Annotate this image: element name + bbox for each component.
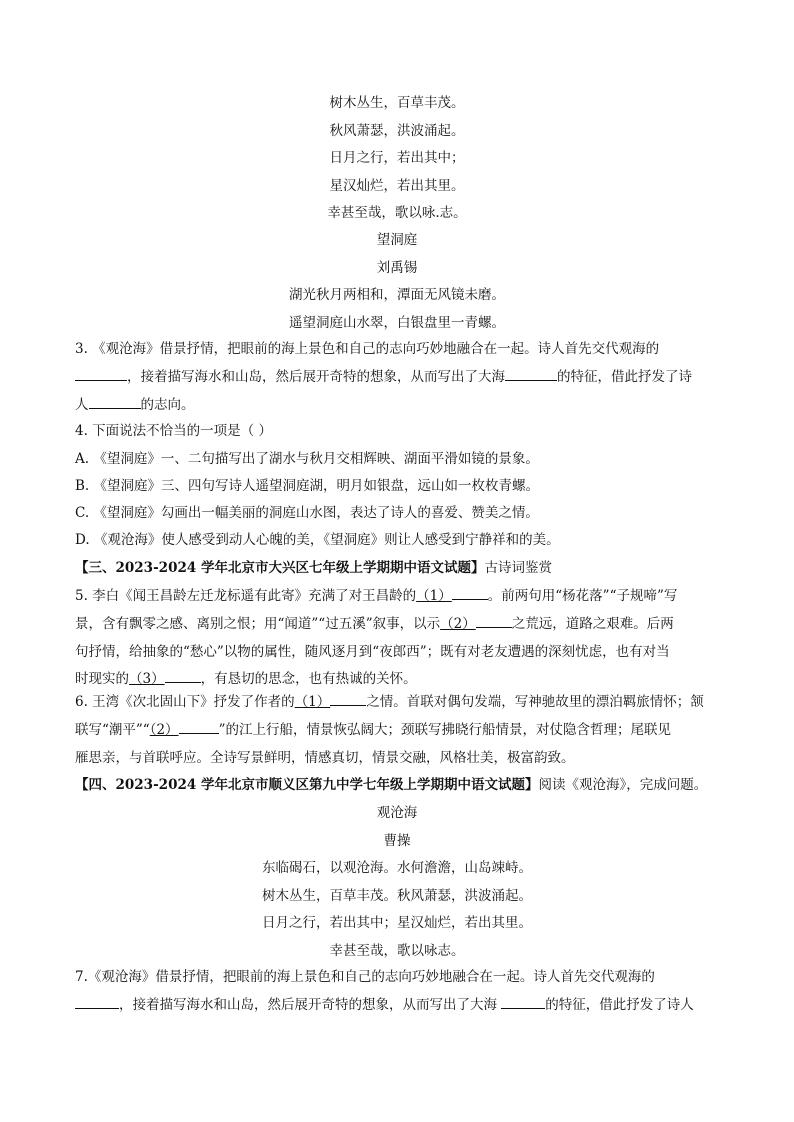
question-text: ，有恳切的思念，也有热诚的关怀。 [200,671,417,688]
question-text: 5. 李白《闻王昌龄左迁龙标遥有此寄》充满了对王昌龄的 [75,588,417,604]
question-text: 雁思亲，与首联呼应。全诗写景鲜明，情感真切，情景交融，风格壮美，极富韵致。 [75,749,575,766]
answer-blank[interactable] [89,394,141,409]
option-a[interactable]: A. 《望洞庭》一、二句描写出了湖水与秋月交相辉映、湖面平滑如镜的景象。 [75,451,539,467]
question-text: ”的江上行船，情景恢弘阔大；颈联写拂晓行船情景，对仗隐含哲理；尾联见 [218,721,671,738]
question-text: 6. 王湾《次北固山下》抒发了作者的 [75,694,295,710]
poem-wangdongting [0,227,794,337]
question-7 [75,964,725,1020]
question-3 [75,336,725,419]
poem-line: 幸甚至哉，歌以咏.志。 [327,205,467,221]
answer-blank[interactable] [505,366,557,381]
section-source: 【三、2023-2024 学年北京市大兴区七年级上学期期中语文试题】 [75,560,485,576]
question-text: 的特征，借此抒发了诗人 [545,996,694,1013]
section-topic: 古诗词鉴赏 [484,560,552,576]
question-text: 的志向。 [140,396,195,413]
question-text: 7.《观沧海》借景抒情，把眼前的海上景色和自己的志向巧妙地融合在一起。诗人首先交代观海的 [75,969,655,985]
poem-line: 日月之行，若出其中； [329,150,465,166]
question-text: ，接着描写海水和山岛，然后展开奇特的想象，从而写出了大海 [127,368,505,385]
answer-blank[interactable] [476,613,512,628]
question-text: 景，含有飘零之感、离别之恨；用“闻道”“过五溪”叙事，以示 [75,615,441,632]
answer-blank-2[interactable]: （2） [149,721,179,738]
question-text: 人 [75,396,89,413]
section-topic: 阅读《观沧海》，完成问题。 [538,777,708,793]
answer-blank[interactable] [452,586,488,601]
poem-line: 日月之行，若出其中；星汉灿烂，若出其里。 [262,915,532,931]
answer-blank[interactable] [330,692,366,707]
poem-author: 刘禹锡 [376,259,418,276]
poem-line: 湖光秋月两相和，潭面无风镜未磨。 [289,287,505,303]
option-d[interactable]: D. 《观沧海》使人感受到动人心魄的美，《望洞庭》则让人感受到宁静祥和的美。 [75,532,560,548]
section-4-header [75,772,725,799]
poem-line: 星汉灿烂，若出其里。 [329,177,465,194]
question-5 [75,583,725,694]
poem-line: 东临碣石，以观沧海。水何澹澹，山岛竦峙。 [262,860,532,876]
answer-blank[interactable] [75,366,127,381]
answer-blank-2[interactable]: （2） [440,615,476,632]
section-source: 【四、2023-2024 学年北京市顺义区第九中学七年级上学期期中语文试题】 [75,777,539,793]
option-b[interactable]: B. 《望洞庭》三、四句写诗人遥望洞庭湖，明月如银盘，远山如一枚枚青螺。 [75,478,540,494]
question-text: 时现实的 [75,671,129,688]
answer-blank-1[interactable]: （1） [294,694,331,710]
answer-blank[interactable] [75,994,119,1009]
answer-blank[interactable] [501,994,545,1009]
option-c[interactable]: C. 《望洞庭》勾画出一幅美丽的洞庭山水图，表达了诗人的喜爱、赞美之情。 [75,505,539,521]
question-text: 。前两句用“杨花落”“子规啼”写 [487,588,678,604]
poem-line: 树木丛生，百草丰茂。秋风萧瑟，洪波涌起。 [262,887,532,904]
poem-author: 曹操 [383,832,411,849]
answer-blank-3[interactable]: （3） [129,671,165,688]
answer-blank[interactable] [165,669,201,684]
poem-line: 遥望洞庭山水翠，白银盘里一青螺。 [289,314,505,331]
poem-guancanghai-continued [0,90,794,228]
poem-title: 望洞庭 [376,232,418,248]
question-6 [75,689,725,772]
question-text: 句抒情，给抽象的“愁心”以物的属性，随风逐月到“夜郎西”；既有对老友遭遇的深刻忧虑，也有对当 [75,643,670,660]
poem-line: 秋风萧瑟，洪波涌起。 [329,122,465,139]
question-text: 之荒远，道路之艰难。后两 [511,615,674,632]
poem-line: 幸甚至哉，歌以咏志。 [329,942,465,959]
question-text: 之情。首联对偶句发端，写神驰故里的漂泊羁旅情怀；颔 [366,694,704,710]
question-text: ，接着描写海水和山岛，然后展开奇特的想象，从而写出了大海 [119,996,502,1013]
poem-guancanghai [0,800,794,965]
answer-blank[interactable] [179,719,219,734]
question-text: 联写“潮平”“ [75,721,150,738]
poem-line: 树木丛生，百草丰茂。 [329,95,465,111]
question-text: 3. 《观沧海》借景抒情，把眼前的海上景色和自己的志向巧妙地融合在一起。诗人首先交代观海的 [75,341,660,357]
section-3-header [75,555,725,582]
poem-title: 观沧海 [376,805,418,821]
question-text: 的特征，借此抒发了诗 [557,368,692,385]
answer-blank-1[interactable]: （1） [416,588,452,604]
question-4-stem: 4. 下面说法不恰当的一项是（ ） [75,423,272,439]
